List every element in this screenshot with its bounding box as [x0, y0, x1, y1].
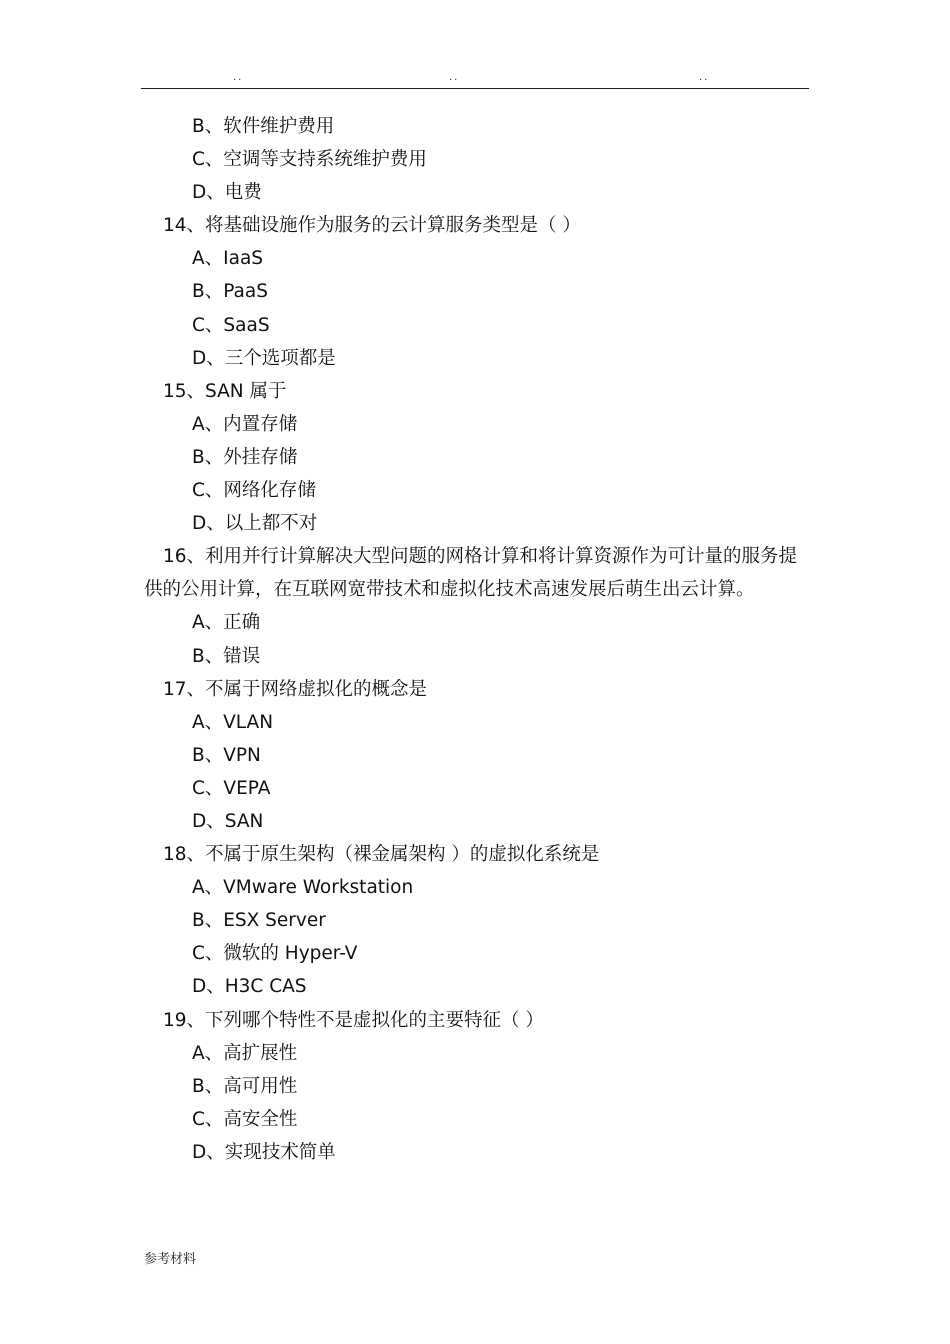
option-line: B、ESX Server: [192, 910, 326, 932]
question-line: 15、SAN 属于: [163, 380, 287, 402]
option-line: D、H3C CAS: [192, 976, 307, 998]
option-line: B、高可用性: [192, 1075, 298, 1097]
option-line: C、微软的 Hyper-V: [192, 943, 358, 965]
question-line: 19、下列哪个特性不是虚拟化的主要特征（ ）: [163, 1009, 544, 1031]
option-line: D、实现技术简单: [192, 1141, 336, 1163]
option-line: D、SAN: [192, 810, 264, 832]
option-line: C、高安全性: [192, 1108, 298, 1130]
header-mark: ..: [233, 72, 244, 83]
option-line: B、VPN: [192, 744, 261, 766]
option-line: B、软件维护费用: [192, 116, 335, 137]
option-line: D、三个选项都是: [192, 347, 336, 369]
option-line: D、以上都不对: [192, 513, 318, 535]
question-line: 17、不属于网络虚拟化的概念是: [163, 678, 428, 700]
question-list: [144, 110, 814, 1169]
option-line: B、错误: [192, 645, 261, 667]
option-line: D、电费: [192, 182, 262, 204]
question-line: 14、将基础设施作为服务的云计算服务类型是（ ）: [163, 215, 581, 237]
option-line: A、高扩展性: [192, 1042, 298, 1064]
option-line: B、PaaS: [192, 281, 268, 303]
page-header: [141, 70, 809, 89]
question-paragraph: 16、利用并行计算解决大型问题的网格计算和将计算资源作为可计量的服务提供的公用计算，在互联网宽带技术和虚拟化技术高速发展后萌生出云计算。: [144, 546, 798, 601]
option-line: C、VEPA: [192, 777, 271, 799]
option-line: A、内置存储: [192, 413, 298, 435]
option-line: C、网络化存储: [192, 480, 316, 502]
question-line: 18、不属于原生架构（裸金属架构 ）的虚拟化系统是: [163, 844, 600, 866]
option-line: A、正确: [192, 612, 261, 634]
option-line: A、VMware Workstation: [192, 877, 414, 899]
option-line: A、VLAN: [192, 711, 274, 733]
header-mark: ..: [449, 72, 460, 83]
option-line: B、外挂存储: [192, 446, 298, 468]
page-footer: 参考材料: [144, 1252, 197, 1267]
option-line: C、SaaS: [192, 314, 270, 336]
option-line: C、空调等支持系统维护费用: [192, 149, 427, 171]
option-line: A、IaaS: [192, 248, 264, 270]
header-mark: ..: [699, 72, 710, 83]
